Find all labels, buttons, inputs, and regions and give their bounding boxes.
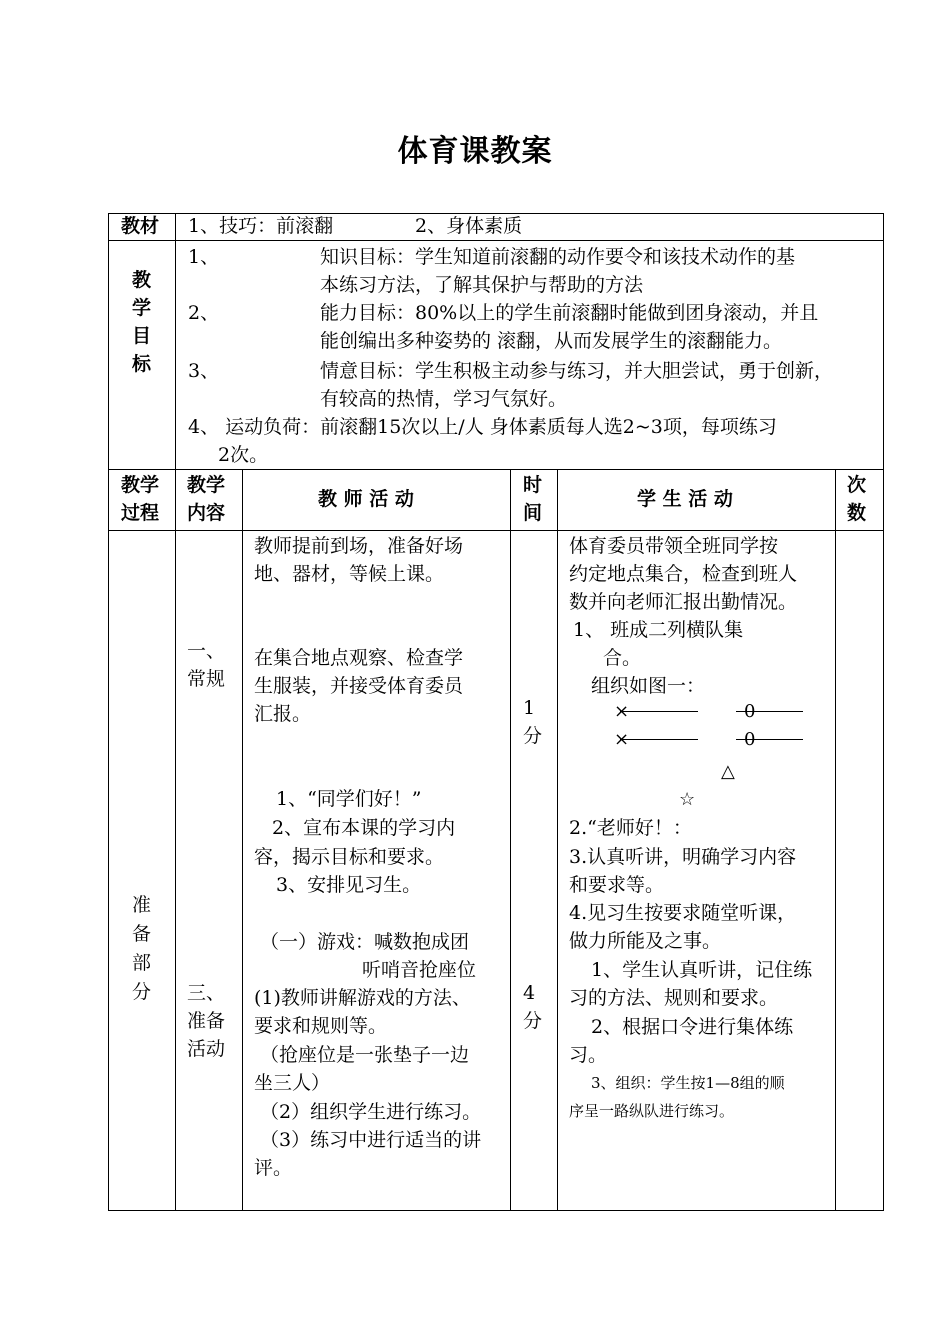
header-time: 时 xyxy=(523,474,543,496)
student-text: 组织如图一： xyxy=(591,675,706,697)
student-text: 约定地点集合，检查到班人 xyxy=(569,563,798,585)
column-divider xyxy=(510,469,511,1211)
header-process: 教学 xyxy=(121,474,160,496)
column-divider xyxy=(835,469,836,1211)
star-marker: ☆ xyxy=(679,789,696,810)
content-label: 活动 xyxy=(187,1038,226,1060)
teacher-marker-triangle: △ xyxy=(721,761,735,782)
formation-line xyxy=(620,739,698,740)
student-text: 2.“老师好！： xyxy=(569,817,692,839)
header-count: 数 xyxy=(847,502,867,524)
teacher-text: 坐三人） xyxy=(254,1072,331,1094)
column-divider xyxy=(175,213,176,1211)
column-divider xyxy=(242,469,243,1211)
student-text: 4.见习生按要求随堂听课， xyxy=(569,902,797,924)
objective-text: 本练习方法，了解其保护与帮助的方法 xyxy=(320,274,644,296)
teacher-text: 要求和规则等。 xyxy=(254,1015,388,1037)
student-text: 合。 xyxy=(603,647,642,669)
teacher-text: (1)教师讲解游戏的方法、 xyxy=(254,987,471,1009)
process-label: 分 xyxy=(132,981,152,1003)
teacher-text: 评。 xyxy=(254,1157,293,1179)
teacher-text: 2、宣布本课的学习内 xyxy=(272,817,456,839)
teacher-text: 生服装，并接受体育委员 xyxy=(254,675,464,697)
objective-text: 有较高的热情，学习气氛好。 xyxy=(320,388,568,410)
student-text: 3.认真听讲，明确学习内容 xyxy=(569,846,797,868)
teacher-text: 教师提前到场，准备好场 xyxy=(254,535,464,557)
student-text: 3、组织：学生按1—8组的顺 xyxy=(591,1074,785,1092)
student-text: 习的方法、规则和要求。 xyxy=(569,987,779,1009)
formation-line xyxy=(620,711,698,712)
teacher-text: 地、器材，等候上课。 xyxy=(254,563,445,585)
objectives-label-char: 标 xyxy=(132,353,152,375)
objectives-label-char: 学 xyxy=(132,297,152,319)
objectives-label-char: 教 xyxy=(132,269,152,291)
materials-item-2: 2、身体素质 xyxy=(415,215,523,237)
teacher-text: 听哨音抢座位 xyxy=(362,959,477,981)
objectives-label-char: 目 xyxy=(132,325,152,347)
teacher-text: （2）组织学生进行练习。 xyxy=(260,1101,482,1123)
objective-text: 情意目标：学生积极主动参与练习，并大胆尝试，勇于创新， xyxy=(320,360,834,382)
formation-line xyxy=(736,711,803,712)
header-teacher-activity: 教 师 活 动 xyxy=(318,488,414,510)
content-label: 准备 xyxy=(187,1010,226,1032)
student-marker-zero: 0 xyxy=(744,729,756,750)
process-label: 准 xyxy=(132,894,152,916)
time-value: 1 xyxy=(523,697,536,719)
teacher-text: （一）游戏：喊数抱成团 xyxy=(260,931,470,953)
header-student-activity: 学 生 活 动 xyxy=(637,488,733,510)
time-value: 分 xyxy=(523,1010,543,1032)
materials-label: 教材 xyxy=(121,215,160,237)
student-text: 序呈一路纵队进行练习。 xyxy=(569,1102,735,1120)
student-text: 体育委员带领全班同学按 xyxy=(569,535,779,557)
student-text: 和要求等。 xyxy=(569,874,665,896)
materials-item-1: 1、技巧：前滚翻 xyxy=(188,215,334,237)
header-content: 教学 xyxy=(187,474,226,496)
content-label: 常规 xyxy=(187,668,226,690)
content-label: 三、 xyxy=(187,982,226,1004)
column-divider xyxy=(557,469,558,1211)
student-marker-cross: × xyxy=(614,729,630,750)
objective-text: 能力目标：80%以上的学生前滚翻时能做到团身滚动，并且 xyxy=(320,302,819,324)
process-label: 部 xyxy=(132,952,152,974)
objective-number: 3、 xyxy=(188,360,220,382)
content-label: 一、 xyxy=(187,640,226,662)
student-text: 1、学生认真听讲，记住练 xyxy=(591,959,813,981)
formation-line xyxy=(736,739,803,740)
page-title: 体育课教案 xyxy=(397,134,553,169)
row-divider xyxy=(108,530,884,531)
student-text: 习。 xyxy=(569,1044,608,1066)
objective-text: 知识目标：学生知道前滚翻的动作要令和该技术动作的基 xyxy=(320,246,796,268)
header-content: 内容 xyxy=(187,502,226,524)
teacher-text: 容，揭示目标和要求。 xyxy=(254,846,445,868)
time-value: 4 xyxy=(523,982,536,1004)
process-label: 备 xyxy=(132,923,152,945)
teacher-text: 3、安排见习生。 xyxy=(276,874,422,896)
student-marker-cross: × xyxy=(614,701,630,722)
student-text: 数并向老师汇报出勤情况。 xyxy=(569,591,798,613)
teacher-text: 1、“同学们好！” xyxy=(276,788,422,810)
objective-number: 1、 xyxy=(188,246,220,268)
teacher-text: （3）练习中进行适当的讲 xyxy=(260,1129,482,1151)
header-process: 过程 xyxy=(121,502,160,524)
objective-text: 能创编出多种姿势的 滚翻，从而发展学生的滚翻能力。 xyxy=(320,330,783,352)
header-count: 次 xyxy=(847,474,867,496)
teacher-text: 在集合地点观察、检查学 xyxy=(254,647,464,669)
student-text: 2、根据口令进行集体练 xyxy=(591,1016,794,1038)
teacher-text: 汇报。 xyxy=(254,703,312,725)
student-text: 做力所能及之事。 xyxy=(569,930,722,952)
student-text: 1、 班成二列横队集 xyxy=(573,619,744,641)
objective-number: 2、 xyxy=(188,302,220,324)
teacher-text: （抢座位是一张垫子一边 xyxy=(260,1044,470,1066)
header-time: 间 xyxy=(523,502,543,524)
time-value: 分 xyxy=(523,725,543,747)
exercise-load: 4、 运动负荷：前滚翻15次以上/人 身体素质每人选2~3项，每项练习 xyxy=(188,416,777,438)
student-marker-zero: 0 xyxy=(744,701,756,722)
exercise-load: 2次。 xyxy=(218,444,269,466)
